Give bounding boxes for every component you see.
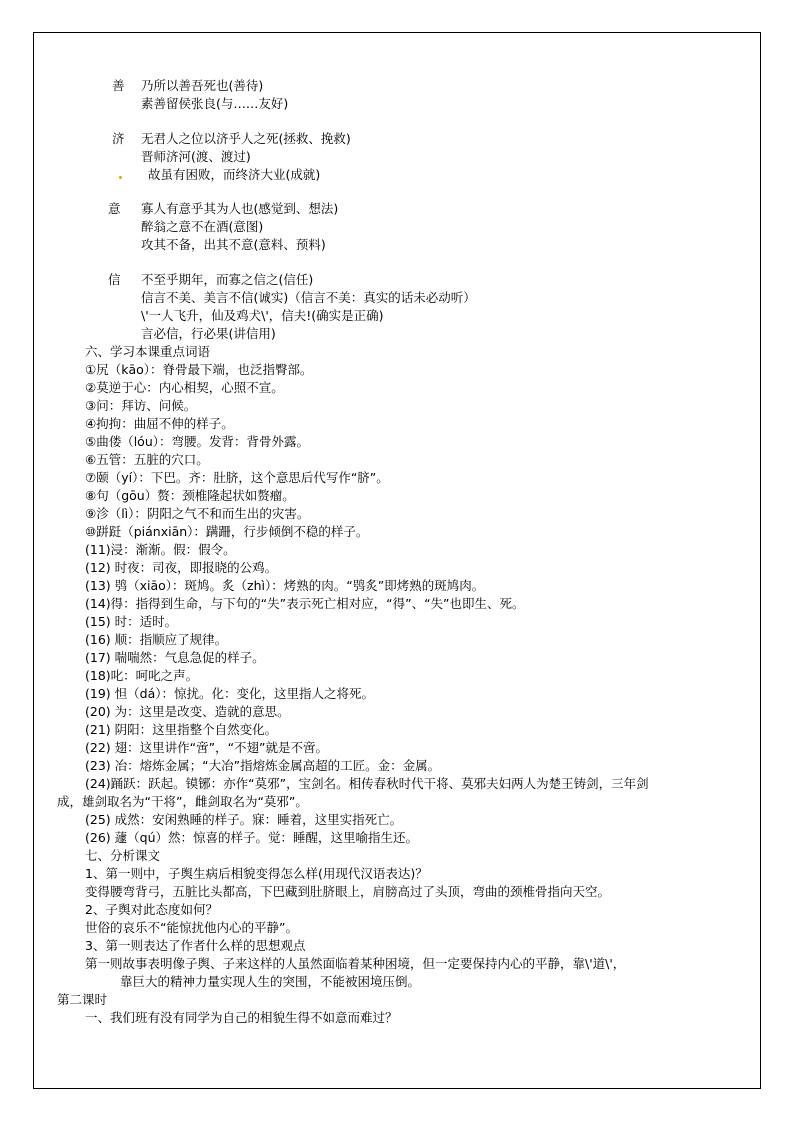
vocab-example: 信言不美、美言不信(诚实)（信言不美：真实的话未必动听） <box>141 290 476 305</box>
body-line: (22) 翅：这里讲作“啻”，“不翅”就是不啻。 <box>85 740 329 755</box>
body-line: 3、第一则表达了作者什么样的思想观点 <box>85 938 306 953</box>
section-heading: 六、学习本课重点词语 <box>85 344 211 359</box>
vocab-example: 寡人有意乎其为人也(感觉到、想法) <box>141 201 339 216</box>
body-line: ⑨沴（lì）：阴阳之气不和而生出的灾害。 <box>85 506 310 521</box>
body-line: ⑧句（gōu）赘：颈椎隆起状如赘瘤。 <box>85 488 295 503</box>
vocab-example: 无君人之位以济乎人之死(拯救、挽救) <box>141 131 351 146</box>
vocab-example: 故虽有困败，而终济大业(成就) <box>148 167 321 182</box>
vocab-char: 济 <box>112 131 125 146</box>
vocab-char: 信 <box>108 272 121 287</box>
body-line: (21) 阴阳：这里指整个自然变化。 <box>85 722 278 737</box>
vocab-example: 素善留侯张良(与……友好) <box>141 96 289 111</box>
body-line: 2、子舆对此态度如何？ <box>85 902 218 917</box>
body-line: ⑩跰跹（piánxiān）：蹒跚，行步倾倒不稳的样子。 <box>85 524 369 539</box>
section-heading: 七、分析课文 <box>85 848 161 863</box>
body-line: 变得腰弯背弓，五脏比头都高，下巴藏到肚脐眼上，肩膀高过了头顶，弯曲的颈椎骨指向天空。 <box>85 884 611 899</box>
body-line: 第二课时 <box>57 992 108 1007</box>
body-line: ⑤曲偻（lóu）：弯腰。发背：背骨外露。 <box>85 434 309 449</box>
body-line: ②莫逆于心：内心相契，心照不宣。 <box>85 380 284 395</box>
stray-mark <box>119 176 122 179</box>
vocab-char: 善 <box>112 78 125 93</box>
body-line: ①尻（kāo）：脊骨最下端，也泛指臀部。 <box>85 362 313 377</box>
body-line: 1、第一则中，子舆生病后相貌变得怎么样(用现代汉语表达)？ <box>85 866 428 881</box>
body-line: (19) 怛（dá）：惊扰。化：变化，这里指人之将死。 <box>85 686 374 701</box>
vocab-example: 言必信，行必果(讲信用) <box>141 326 276 341</box>
body-line: (15) 时：适时。 <box>85 614 178 629</box>
body-line: (12) 时夜：司夜，即报晓的公鸡。 <box>85 560 278 575</box>
body-line: (17) 喘喘然：气息急促的样子。 <box>85 650 265 665</box>
vocab-char: 意 <box>108 201 121 216</box>
body-line: (24)踊跃：跃起。镆铘：亦作“莫邪”，宝剑名。相传春秋时代干将、莫邪夫妇两人为楚王铸剑，三年剑 <box>85 776 649 791</box>
lesson-heading: 一、我们班有没有同学为自己的相貌生得不如意而难过？ <box>85 1010 398 1025</box>
body-line: (16) 顺：指顺应了规律。 <box>85 632 228 647</box>
body-line: ⑦颐（yí）：下巴。齐：肚脐，这个意思后代写作“脐”。 <box>85 470 389 485</box>
body-line: (13) 鸮（xiāo）：斑鸠。炙（zhì）：烤熟的肉。“鸮炙”即烤熟的斑鸠肉。 <box>85 578 485 593</box>
body-line: 靠巨大的精神力量实现人生的突围，不能被困境压倒。 <box>120 974 421 989</box>
body-line: (20) 为：这里是改变、造就的意思。 <box>85 704 290 719</box>
body-line: (11)浸：渐渐。假：假令。 <box>85 542 236 557</box>
vocab-example: 攻其不备，出其不意(意料、预料) <box>141 237 326 252</box>
body-line: 第一则故事表明像子舆、子来这样的人虽然面临着某种困境，但一定要保持内心的平静，靠\'道\'， <box>85 956 626 971</box>
body-line: (18)叱：呵叱之声。 <box>85 668 199 683</box>
body-line: (23) 冶：熔炼金属；“大冶”指熔炼金属高超的工匠。金：金属。 <box>85 758 441 773</box>
vocab-example: 不至乎期年，而寡之信之(信任) <box>141 272 314 287</box>
body-line: ③问：拜访、问候。 <box>85 398 197 413</box>
body-line: (14)得：指得到生命，与下句的“失”表示死亡相对应，“得”、“失”也即生、死。 <box>85 596 525 611</box>
vocab-example: \'一人飞升，仙及鸡犬\'，信夫!(确实是正确) <box>141 308 384 323</box>
body-line: ⑥五管：五脏的穴口。 <box>85 452 209 467</box>
body-line: 世俗的哀乐不“能惊扰他内心的平静”。 <box>85 920 298 935</box>
body-line: (25) 成然：安闲熟睡的样子。寐：睡着，这里实指死亡。 <box>85 812 403 827</box>
body-line: ④拘拘：曲屈不伸的样子。 <box>85 416 234 431</box>
vocab-example: 乃所以善吾死也(善待) <box>141 78 264 93</box>
body-line: (26) 蘧（qú）然：惊喜的样子。觉：睡醒，这里喻指生还。 <box>85 830 418 845</box>
body-line: 成，雄剑取名为“干将”，雌剑取名为“莫邪”。 <box>57 794 308 809</box>
vocab-example: 醉翁之意不在酒(意图) <box>141 219 264 234</box>
vocab-example: 晋师济河(渡、渡过) <box>141 149 251 164</box>
